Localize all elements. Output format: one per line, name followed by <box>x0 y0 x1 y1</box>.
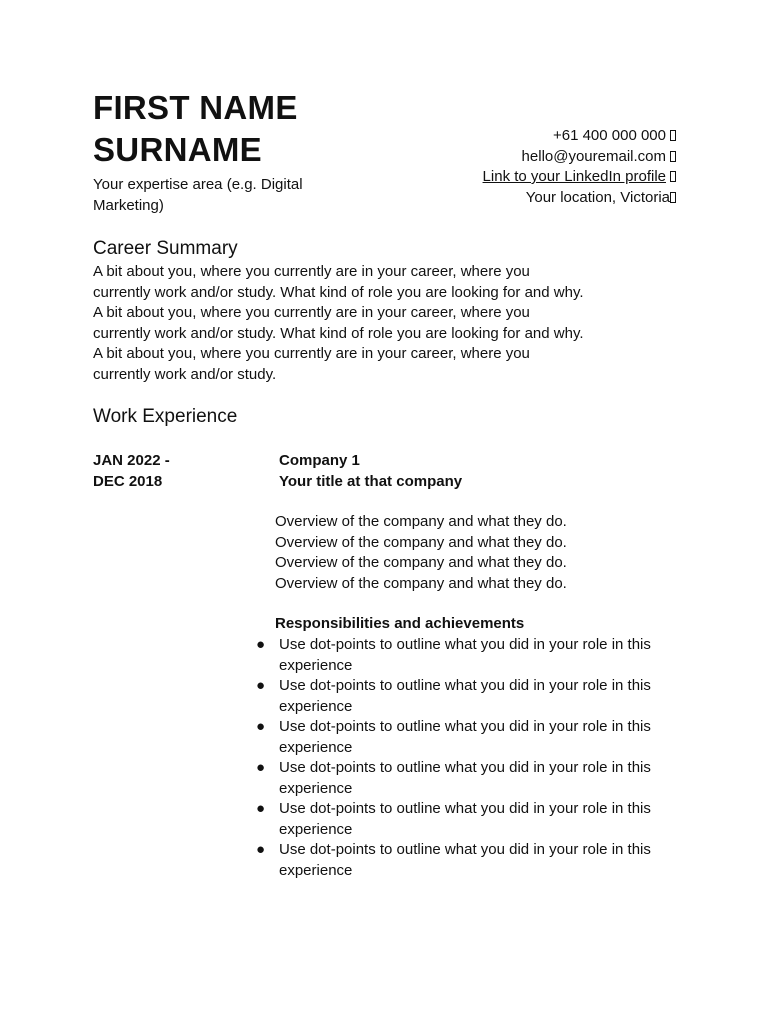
contact-email: hello@youremail.com <box>521 147 666 165</box>
contact-location-row <box>483 188 676 209</box>
missing-glyph-icon <box>670 130 676 141</box>
bullet-icon: ● <box>256 677 266 694</box>
summary-line: currently work and/or study. What kind of role you are looking for and why. <box>93 283 584 301</box>
bullet-text: Use dot-points to outline what you did in your role in this experience <box>279 636 651 674</box>
summary-line: currently work and/or study. <box>93 365 277 383</box>
bullet-icon: ● <box>256 718 266 735</box>
contact-linkedin-row <box>483 167 676 188</box>
bullet-icon: ● <box>256 800 266 817</box>
bullet-text: Use dot-points to outline what you did in your role in this experience <box>279 759 651 797</box>
bullet-text: Use dot-points to outline what you did in your role in this experience <box>279 800 651 838</box>
contact-phone: +61 400 000 000 <box>552 127 666 144</box>
overview-line: Overview of the company and what they do. <box>275 513 567 530</box>
bullet-icon: ● <box>256 841 266 858</box>
list-item <box>254 717 679 758</box>
overview-line: Overview of the company and what they do. <box>275 554 567 571</box>
contact-email-row <box>483 147 676 168</box>
summary-line: A bit about you, where you currently are in your career, where you <box>93 263 530 280</box>
bullet-text: Use dot-points to outline what you did in your role in this experience <box>279 841 651 879</box>
summary-line: A bit about you, where you currently are in your career, where you <box>93 304 530 321</box>
list-item <box>254 635 679 676</box>
bullet-icon: ● <box>256 636 266 653</box>
company-overview <box>275 512 567 594</box>
summary-line: A bit about you, where you currently are in your career, where you <box>93 345 530 362</box>
experience-company-block <box>279 451 462 492</box>
responsibilities-heading: Responsibilities and achievements <box>275 615 525 632</box>
name-surname-line: SURNAME <box>93 131 262 168</box>
missing-glyph-icon <box>670 151 676 162</box>
date-start: JAN 2022 - <box>93 452 170 469</box>
experience-dates <box>93 451 170 492</box>
list-item <box>254 676 679 717</box>
summary-line: currently work and/or study. What kind of role you are looking for and why. <box>93 324 584 342</box>
list-item <box>254 799 679 840</box>
name-first-line: FIRST NAME <box>93 89 298 126</box>
missing-glyph-icon <box>670 171 676 182</box>
missing-glyph-icon <box>670 192 676 203</box>
job-title: Your title at that company <box>279 472 463 490</box>
career-summary-heading: Career Summary <box>93 238 238 259</box>
list-item <box>254 840 679 881</box>
overview-line: Overview of the company and what they do. <box>275 533 567 551</box>
contact-location: Your location, Victoria <box>525 188 670 206</box>
bullet-text: Use dot-points to outline what you did in your role in this experience <box>279 718 651 756</box>
bullet-icon: ● <box>256 759 266 776</box>
company-name: Company 1 <box>279 452 360 469</box>
responsibilities-list <box>254 635 684 881</box>
career-summary-text <box>93 262 683 385</box>
contact-phone-row <box>483 126 676 147</box>
overview-line: Overview of the company and what they do. <box>275 574 567 592</box>
expertise-area: Your expertise area (e.g. Digital Marketing) <box>93 176 303 214</box>
list-item <box>254 758 679 799</box>
linkedin-link[interactable]: Link to your LinkedIn profile <box>482 168 666 185</box>
bullet-text: Use dot-points to outline what you did in your role in this experience <box>279 677 651 715</box>
date-end: DEC 2018 <box>93 472 163 490</box>
work-experience-heading: Work Experience <box>93 406 238 427</box>
contact-block <box>483 126 676 208</box>
